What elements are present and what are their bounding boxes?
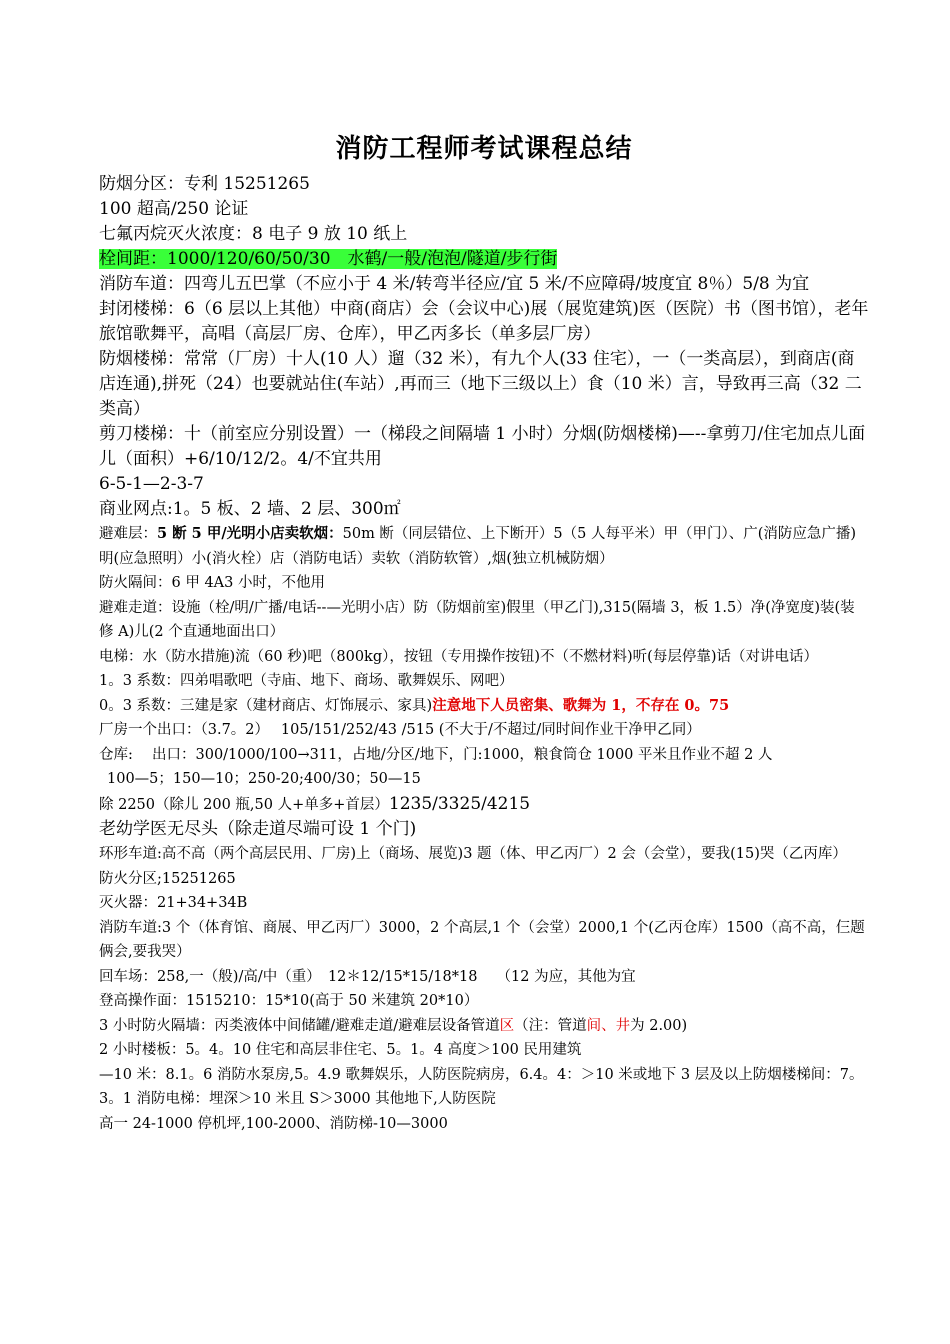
page-title: 消防工程师考试课程总结 [335,134,633,164]
text-segment: 2 小时楼板：5。4。10 住宅和高层非住宅、5。1。4 高度＞100 民用建筑 [99,1042,582,1058]
text-segment: 栓间距：1000/120/60/50/30 水鹤/一般/泡泡/隧道/步行街 [99,249,558,269]
text-segment: 100—5；150—10；250-20;400/30；50—15 [107,771,421,787]
text-line-l29 [99,1038,869,1063]
text-line-l18 [99,743,869,768]
text-segment: 防火隔间：6 甲 4A3 小时，不他用 [99,575,325,591]
text-line-l11 [99,522,869,571]
text-line-l08 [99,422,869,472]
text-segment: 5 断 5 甲/光明小店卖软烟： [157,525,343,542]
text-segment: 回车场：258,一（般)/高/中（重） 12＊12/15*15/18*18 （12 为应，其他为宜 [99,968,636,985]
text-line-l17 [99,718,869,743]
text-segment: 环形车道:高不高（两个高层民用、厂房)上（商场、展览)3 题（体、甲乙丙厂）2 会（会堂），要我(15)哭（乙丙库） [99,846,847,862]
text-line-l09 [99,472,869,497]
text-line-l16 [99,694,869,719]
document-page [99,128,869,1136]
text-line-l22 [99,842,869,867]
text-line-l28 [99,1014,869,1039]
text-line-l14 [99,645,869,670]
text-segment: 老幼学医无尽头（除走道尽端可设 1 个门) [99,819,417,839]
text-segment: 灭火器：21+34+34B [99,895,248,911]
text-line-l04 [99,247,869,272]
text-segment: 除 2250（除儿 200 瓶,50 人+单多+首层） [99,796,389,813]
text-line-l27 [99,989,869,1014]
text-segment: 6-5-1—2-3-7 [99,474,204,494]
text-line-l06 [99,297,869,347]
text-line-l03 [99,222,869,247]
text-line-l30 [99,1063,869,1112]
text-segment: 3 小时防火隔墙：丙类液体中间储罐/避难走道/避难层设备管道 [99,1017,500,1034]
text-segment: 防烟楼梯：常常（厂房）十人(10 人）遛（32 米），有九个人(33 住宅），一（一类高层），到商店(商店连通),拼死（24）也要就站住(车站）,再而三（地下三级以上）食（10 米）言，导致再三高（32 二类高） [99,349,862,419]
text-line-l13 [99,596,869,645]
text-segment: 1235/3325/4215 [388,793,531,814]
text-segment: 100 超高/250 论证 [99,199,249,219]
text-segment: 防火分区;15251265 [99,870,236,887]
text-segment: 注意地下人员密集、歌舞为 1，不存在 0。75 [432,696,730,714]
text-segment: 商业网点:1。5 板、2 墙、2 层、300㎡ [99,499,401,519]
text-line-l23 [99,867,869,892]
text-segment: 避难走道：设施（栓/明/广播/电话--—光明小店）防（防烟前室)假里（甲乙门),315(隔墙 3，板 1.5）净(净宽度)装(装修 A)儿(2 个直通地面出口） [99,599,855,640]
text-line-l19 [99,767,869,792]
text-segment: 仓库: 出口：300/1000/100→311，占地/分区/地下，门:1000，粮食筒仓 1000 平米且作业不超 2 人 [99,746,773,763]
text-segment: 1。3 系数：四弟唱歌吧（寺庙、地下、商场、歌舞娱乐、网吧） [99,673,514,689]
text-segment: 消防车道:3 个（体育馆、商展、甲乙丙厂）3000，2 个高层,1 个（会堂）2000,1 个(乙丙仓库）1500（高不高，仨题俩会,要我哭） [99,919,865,960]
text-line-l02 [99,197,869,222]
document-body [99,172,869,1136]
text-segment: 消防车道：四弯儿五巴掌（不应小于 4 米/转弯半径应/宜 5 米/不应障碍/坡度宜 8％）5/8 为宜 [99,274,810,294]
text-line-l24 [99,891,869,916]
text-line-l26 [99,965,869,990]
text-segment: 封闭楼梯：6（6 层以上其他）中商(商店）会（会议中心)展（展览建筑)医（医院）书（图书馆），老年旅馆歌舞平，高唱（高层厂房、仓库），甲乙丙多长（单多层厂房） [99,299,869,344]
text-line-l25 [99,916,869,965]
text-segment: （注：管道 [514,1017,587,1034]
text-segment: 为 2.00) [630,1017,688,1034]
text-segment: 间、井 [586,1017,631,1034]
text-segment: 电梯：水（防水措施)流（60 秒)吧（800kg），按钮（专用操作按钮)不（不燃材料)听(每层停靠)话（对讲电话） [99,648,818,665]
text-segment: 防烟分区：专利 15251265 [99,174,310,194]
text-segment: 高一 24-1000 停机坪,100-2000、消防梯-10—3000 [99,1115,448,1132]
text-line-l31 [99,1112,869,1137]
text-segment: 避难层： [99,526,157,542]
text-line-l10 [99,497,869,522]
text-line-l12 [99,571,869,596]
text-segment: 厂房一个出口：（3.7。2） 105/151/252/43 /515 (不大于/不超过/同时间作业干净甲乙同） [99,722,701,738]
text-segment: 登高操作面：1515210：15*10(高于 50 米建筑 20*10） [99,993,479,1009]
text-segment: —10 米：8.1。6 消防水泵房,5。4.9 歌舞娱乐，人防医院病房，6.4。4：＞10 米或地下 3 层及以上防烟楼梯间：7。3。1 消防电梯：埋深＞10 米且 S＞3000 其他地下,人防医院 [99,1066,864,1107]
text-line-l01 [99,172,869,197]
text-line-l15 [99,669,869,694]
text-line-l21 [99,817,869,842]
text-segment: 七氟丙烷灭火浓度：8 电子 9 放 10 纸上 [99,224,408,244]
text-segment: 区 [499,1017,515,1034]
text-segment: 0。3 系数：三建是家（建材商店、灯饰展示、家具) [99,697,433,714]
text-segment: 剪刀楼梯：十（前室应分别设置）一（梯段之间隔墙 1 小时）分烟(防烟楼梯)—--拿剪刀/住宅加点儿面儿（面积）+6/10/12/2。4/不宜共用 [99,424,866,469]
text-line-l20 [99,792,869,818]
text-line-l07 [99,347,869,422]
text-segment: 50m 断（同层错位、上下断开）5（5 人每平米）甲（甲门）、广(消防应急广播)明(应急照明）小(消火栓）店（消防电话）卖软（消防软管）,烟(独立机械防烟） [99,526,857,567]
text-line-l05 [99,272,869,297]
